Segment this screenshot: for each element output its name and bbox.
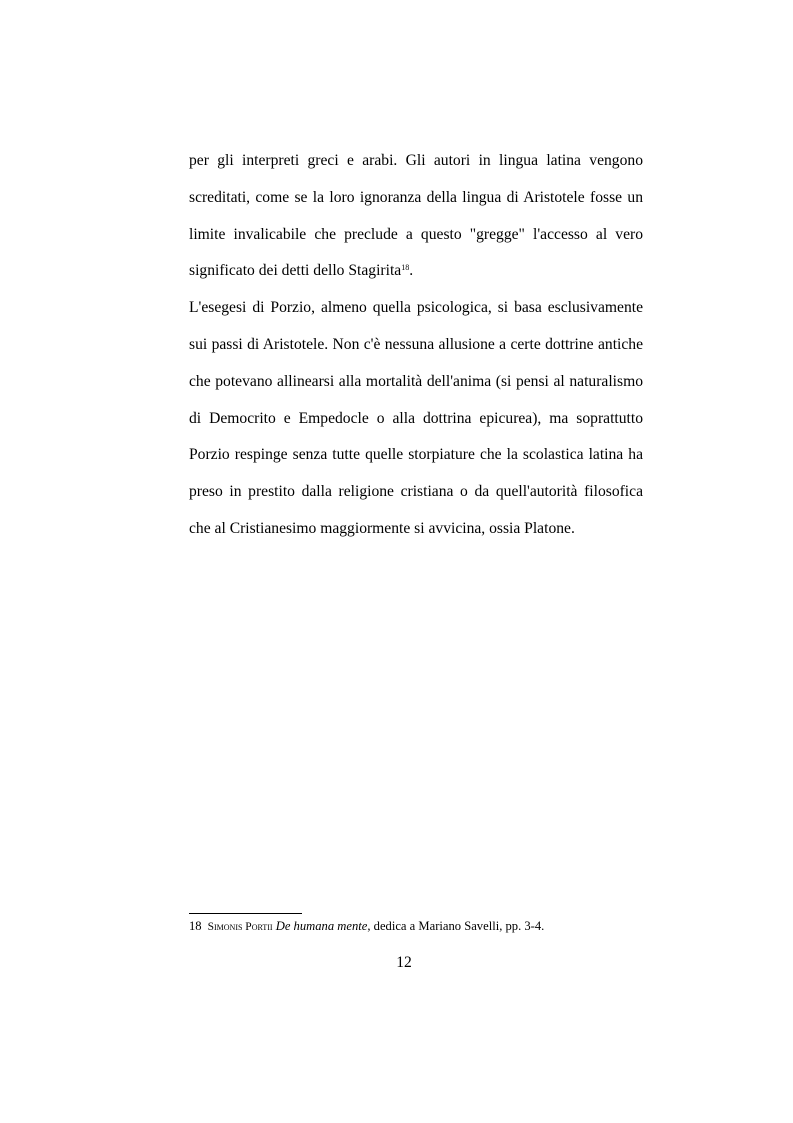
page-number: 12 xyxy=(396,954,412,971)
footnote-title: De humana mente xyxy=(275,919,368,933)
paragraph-2: L'esegesi di Porzio, almeno quella psicologica, si basa esclusivamente sui passi di Aristotele. Non c'è nessuna allusione a certe dottrine antiche che potevano allinearsi alla mortalità dell'anima (si pensi al naturalismo di Democrito e Empedocle o alla dottrina epicurea), ma soprattutto Porzio respinge senza tutte quelle storpiature che la scolastica latina ha preso in prestito dalla religione cristiana o da quell'autorità filosofica che al Cristianesimo maggiormente si avvicina, ossia Platone. xyxy=(189,299,643,537)
main-text xyxy=(189,143,643,548)
footnote-reference[interactable]: 18 xyxy=(401,263,410,273)
paragraph-1 xyxy=(189,143,643,290)
footnote-rest: , dedica a Mariano Savelli, pp. 3-4. xyxy=(367,919,545,933)
footnote-18 xyxy=(189,918,649,935)
paragraph-1-end: . xyxy=(409,262,414,280)
footnote-separator xyxy=(189,913,302,914)
footnote-number: 18 xyxy=(189,919,202,933)
footnote-author: Simonis Portii xyxy=(207,921,273,933)
paragraph-1-text: per gli interpreti greci e arabi. Gli autori in lingua latina vengono screditati, come se la loro ignoranza della lingua di Aristotele fosse un limite invalicabile che preclude a questo "gregge" l'accesso al vero significato dei detti dello Stagirita xyxy=(189,152,643,280)
